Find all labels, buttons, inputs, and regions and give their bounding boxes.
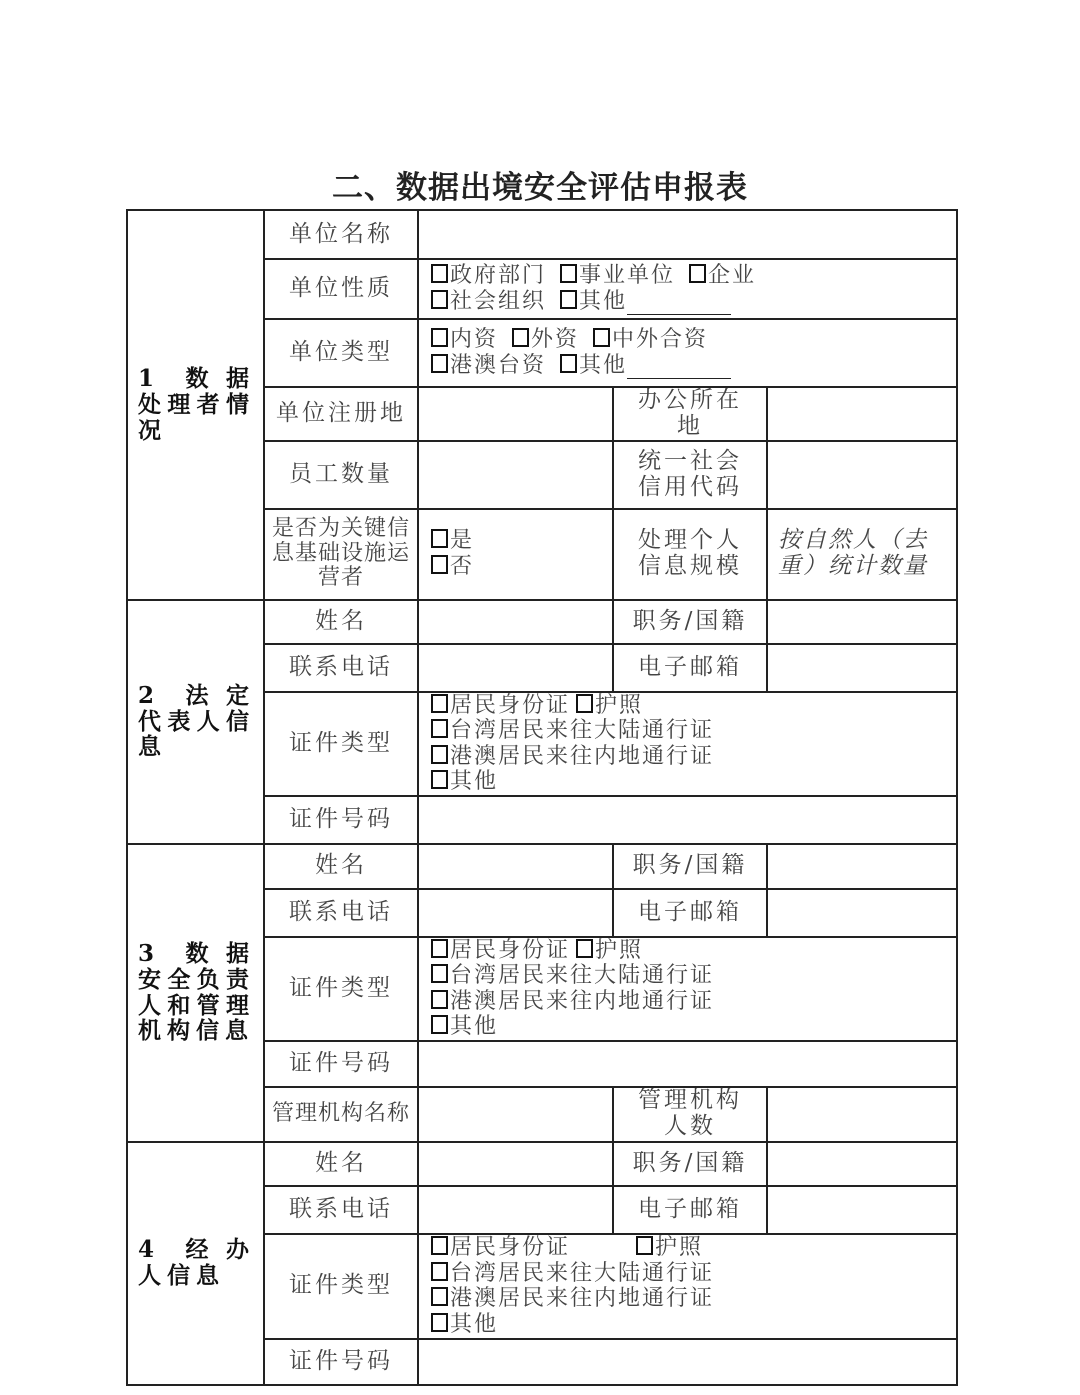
checkbox-line — [431, 1286, 956, 1312]
field-value-input[interactable] — [418, 889, 613, 937]
checkbox-label: 居民身份证 — [450, 692, 571, 718]
checkbox-line — [431, 528, 612, 554]
form-row — [127, 1142, 957, 1186]
checkbox-icon[interactable] — [431, 1313, 448, 1332]
field-value-input[interactable] — [767, 387, 957, 441]
checkbox-line — [431, 938, 956, 964]
checkbox-label: 护照 — [595, 937, 644, 963]
checkbox-label: 居民身份证 — [450, 1235, 571, 1261]
field-label: 办公所在地 — [613, 387, 767, 441]
checkbox-label: 港澳居民来往内地通行证 — [450, 988, 715, 1014]
checkbox-line — [431, 1014, 956, 1040]
checkbox-option[interactable] — [431, 1312, 498, 1338]
section-heading-3: 3 数据安全负责人和管理机构信息 — [127, 844, 264, 1142]
checkbox-option[interactable] — [560, 353, 731, 379]
field-value-input[interactable] — [418, 844, 613, 889]
checkbox-option[interactable] — [431, 744, 714, 770]
field-value-input[interactable] — [767, 1142, 957, 1186]
field-label: 电子邮箱 — [613, 889, 767, 937]
checkbox-group — [418, 509, 613, 600]
checkbox-group — [418, 259, 957, 319]
checkbox-label: 居民身份证 — [450, 937, 571, 963]
checkbox-icon[interactable] — [431, 1262, 448, 1281]
checkbox-label: 内资 — [450, 327, 499, 353]
checkbox-icon[interactable] — [636, 1236, 653, 1255]
checkbox-icon[interactable] — [431, 694, 448, 713]
checkbox-icon[interactable] — [431, 1015, 448, 1034]
field-label: 是否为关键信息基础设施运营者 — [264, 509, 418, 600]
checkbox-icon[interactable] — [431, 719, 448, 738]
checkbox-option[interactable] — [689, 263, 756, 289]
field-value-input[interactable] — [418, 1339, 957, 1385]
field-value-input[interactable] — [418, 1087, 613, 1142]
field-value-input[interactable] — [767, 889, 957, 937]
checkbox-icon[interactable] — [431, 555, 448, 574]
field-value-input[interactable] — [767, 844, 957, 889]
checkbox-option[interactable] — [636, 1235, 703, 1261]
form-row — [127, 600, 957, 644]
field-value-input[interactable] — [767, 1087, 957, 1142]
checkbox-icon[interactable] — [593, 328, 610, 347]
checkbox-icon[interactable] — [431, 1287, 448, 1306]
fill-in-blank[interactable] — [627, 296, 731, 315]
field-label: 姓名 — [264, 844, 418, 889]
field-value-input[interactable] — [418, 387, 613, 441]
field-value-input[interactable] — [418, 796, 957, 844]
checkbox-option[interactable] — [431, 769, 498, 795]
checkbox-option[interactable] — [431, 1286, 714, 1312]
checkbox-line — [431, 989, 956, 1015]
checkbox-line — [431, 1312, 956, 1338]
checkbox-option[interactable] — [560, 289, 731, 315]
checkbox-option[interactable] — [431, 327, 498, 353]
field-value-input[interactable] — [767, 441, 957, 509]
checkbox-label: 台湾居民来往大陆通行证 — [450, 963, 715, 989]
field-value-input[interactable] — [767, 644, 957, 692]
checkbox-icon[interactable] — [512, 328, 529, 347]
checkbox-icon[interactable] — [431, 1236, 448, 1255]
checkbox-label: 护照 — [595, 692, 644, 718]
checkbox-line — [431, 263, 956, 289]
checkbox-group — [418, 319, 957, 387]
form-row — [127, 210, 957, 259]
field-value-input[interactable] — [418, 441, 613, 509]
checkbox-label: 社会组织 — [450, 289, 547, 314]
field-value-input[interactable] — [418, 1186, 613, 1234]
checkbox-line — [431, 327, 956, 353]
checkbox-option[interactable] — [431, 718, 714, 744]
field-label: 证件类型 — [264, 937, 418, 1041]
checkbox-group — [418, 692, 957, 796]
field-label: 单位性质 — [264, 259, 418, 319]
checkbox-line — [431, 769, 956, 795]
checkbox-option[interactable] — [576, 693, 643, 719]
checkbox-line — [431, 693, 956, 719]
checkbox-label: 台湾居民来往大陆通行证 — [450, 1260, 715, 1286]
field-label: 证件号码 — [264, 796, 418, 844]
checkbox-option[interactable] — [431, 938, 570, 964]
checkbox-icon[interactable] — [431, 964, 448, 983]
checkbox-label: 中外合资 — [612, 327, 709, 353]
checkbox-icon[interactable] — [576, 694, 593, 713]
field-label: 员工数量 — [264, 441, 418, 509]
checkbox-line — [431, 1261, 956, 1287]
field-label: 联系电话 — [264, 889, 418, 937]
checkbox-label: 其他 — [579, 289, 628, 314]
checkbox-label: 企业 — [708, 263, 757, 289]
checkbox-group — [418, 937, 957, 1041]
checkbox-label: 护照 — [655, 1235, 704, 1261]
checkbox-icon[interactable] — [431, 745, 448, 764]
form-row — [127, 844, 957, 889]
checkbox-icon[interactable] — [431, 939, 448, 958]
field-label: 证件号码 — [264, 1041, 418, 1087]
fill-in-blank[interactable] — [627, 360, 731, 379]
checkbox-label: 外资 — [531, 327, 580, 353]
checkbox-label: 港澳居民来往内地通行证 — [450, 1286, 715, 1312]
checkbox-icon[interactable] — [560, 264, 577, 283]
checkbox-label: 事业单位 — [579, 263, 676, 289]
field-label: 处理个人信息规模 — [613, 509, 767, 600]
checkbox-icon[interactable] — [431, 354, 448, 373]
checkbox-label: 港澳台资 — [450, 353, 547, 378]
field-label: 证件号码 — [264, 1339, 418, 1385]
checkbox-label: 其他 — [450, 1311, 499, 1337]
checkbox-icon[interactable] — [560, 354, 577, 373]
field-value-input[interactable] — [418, 210, 957, 259]
field-label: 姓名 — [264, 600, 418, 644]
checkbox-icon[interactable] — [689, 264, 706, 283]
checkbox-line — [431, 718, 956, 744]
checkbox-option[interactable] — [593, 327, 708, 353]
checkbox-line — [431, 963, 956, 989]
checkbox-icon[interactable] — [431, 990, 448, 1009]
checkbox-option[interactable] — [431, 963, 714, 989]
field-label: 电子邮箱 — [613, 1186, 767, 1234]
checkbox-option[interactable] — [431, 1014, 498, 1040]
field-value-input[interactable] — [767, 600, 957, 644]
checkbox-label: 港澳居民来往内地通行证 — [450, 743, 715, 769]
checkbox-option[interactable] — [431, 1261, 714, 1287]
field-label: 联系电话 — [264, 644, 418, 692]
field-label: 姓名 — [264, 1142, 418, 1186]
field-value-input[interactable] — [418, 600, 613, 644]
checkbox-line — [431, 1235, 956, 1261]
checkbox-icon[interactable] — [431, 770, 448, 789]
checkbox-option[interactable] — [431, 554, 474, 580]
checkbox-icon[interactable] — [431, 529, 448, 548]
field-label: 管理机构名称 — [264, 1087, 418, 1142]
checkbox-option[interactable] — [431, 528, 474, 554]
field-label: 证件类型 — [264, 1234, 418, 1339]
field-label: 电子邮箱 — [613, 644, 767, 692]
field-value-input[interactable] — [767, 1186, 957, 1234]
checkbox-option[interactable] — [560, 263, 675, 289]
checkbox-line — [431, 744, 956, 770]
section-heading-1: 1 数据处理者情况 — [127, 210, 264, 600]
checkbox-option[interactable] — [431, 693, 570, 719]
checkbox-icon[interactable] — [576, 939, 593, 958]
field-label: 单位名称 — [264, 210, 418, 259]
field-label: 管理机构人数 — [613, 1087, 767, 1142]
form-title: 二、数据出境安全评估申报表 — [332, 170, 748, 206]
checkbox-icon[interactable] — [431, 290, 448, 309]
section-heading-2: 2 法定代表人信息 — [127, 600, 264, 844]
checkbox-label: 否 — [450, 554, 475, 579]
checkbox-option[interactable] — [576, 938, 643, 964]
checkbox-icon[interactable] — [560, 290, 577, 309]
checkbox-line — [431, 554, 612, 580]
field-label: 职务/国籍 — [613, 844, 767, 889]
section-heading-4: 4 经办人信息 — [127, 1142, 264, 1385]
checkbox-label: 其他 — [579, 353, 628, 378]
field-value-hint[interactable]: 按自然人（去重）统计数量 — [767, 509, 957, 600]
checkbox-option[interactable] — [431, 989, 714, 1015]
field-label: 联系电话 — [264, 1186, 418, 1234]
checkbox-line — [431, 289, 956, 315]
checkbox-label: 台湾居民来往大陆通行证 — [450, 718, 715, 744]
checkbox-option[interactable] — [431, 1235, 570, 1261]
checkbox-option[interactable] — [512, 327, 579, 353]
checkbox-option[interactable] — [431, 289, 546, 315]
field-value-input[interactable] — [418, 1142, 613, 1186]
field-label: 证件类型 — [264, 692, 418, 796]
field-label: 统一社会信用代码 — [613, 441, 767, 509]
checkbox-icon[interactable] — [431, 328, 448, 347]
field-label: 单位注册地 — [264, 387, 418, 441]
checkbox-line — [431, 353, 956, 379]
checkbox-option[interactable] — [431, 353, 546, 379]
field-value-input[interactable] — [418, 644, 613, 692]
checkbox-label: 其他 — [450, 769, 499, 795]
checkbox-label: 政府部门 — [450, 263, 547, 289]
checkbox-label: 其他 — [450, 1014, 499, 1040]
field-label: 职务/国籍 — [613, 1142, 767, 1186]
field-label: 单位类型 — [264, 319, 418, 387]
checkbox-icon[interactable] — [431, 264, 448, 283]
field-value-input[interactable] — [418, 1041, 957, 1087]
checkbox-group — [418, 1234, 957, 1339]
field-label: 职务/国籍 — [613, 600, 767, 644]
checkbox-option[interactable] — [431, 263, 546, 289]
checkbox-label: 是 — [450, 528, 475, 554]
declaration-form-table — [126, 209, 958, 1386]
